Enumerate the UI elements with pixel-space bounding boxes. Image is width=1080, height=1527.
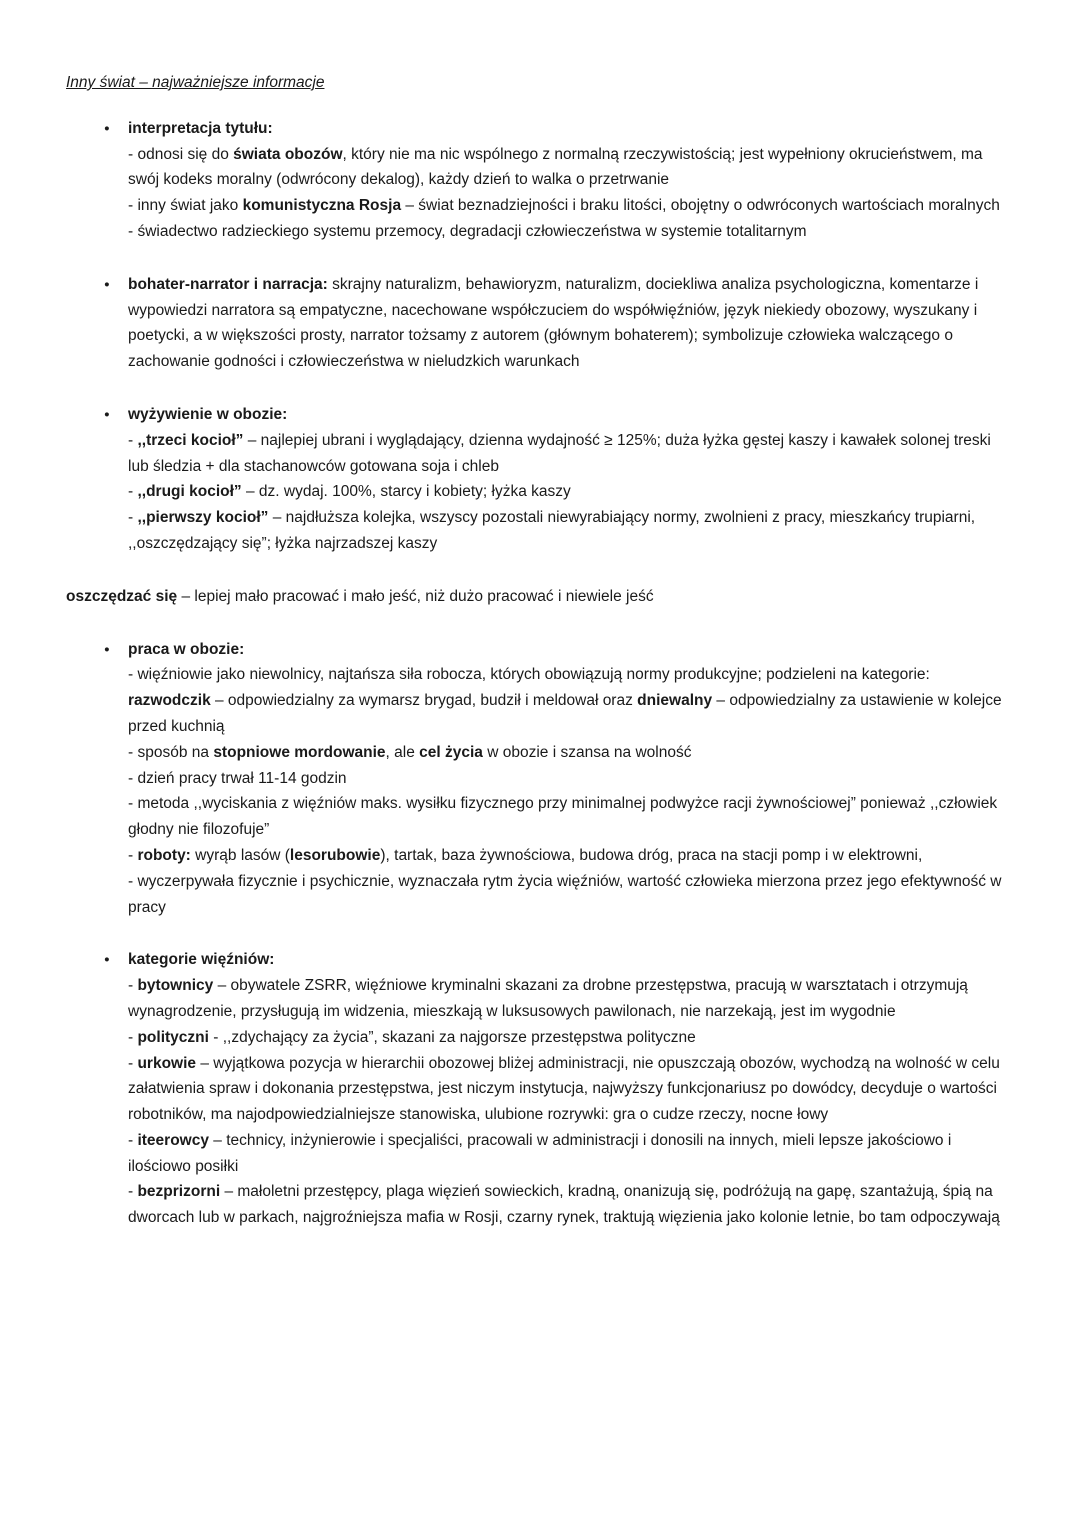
text-segment: - odnosi się do [128,145,234,163]
text-line [128,1179,1015,1231]
text-segment: – najlepiej ubrani i wyglądający, dzienna wydajność ≥ 125%; duża łyżka gęstej kaszy i kawałek solonej treski lub śledzia + dla stachanowców gotowana soja i chleb [128,431,991,475]
bold-text-segment: kategorie więźniów: [128,951,275,969]
text-segment: – odpowiedzialny za ustawienie w kolejce przed kuchnią [128,692,1002,735]
text-line [128,479,1015,505]
section-content [128,116,1015,245]
bullet-marker-icon: ● [104,122,110,134]
text-segment: – dz. wydaj. 100%, starcy i kobiety; łyżka kaszy [241,483,571,501]
text-segment: – technicy, inżynierowie i specjaliści, pracowali w administracji i donosili na innych, mieli lepsze jakościowo i ilościowo posiłki [128,1131,952,1175]
text-segment: – najdłuższa kolejka, wszyscy pozostali niewyrabiający normy, zwolnieni z pracy, mieszkańcy trupiarni, ,,oszczędzający się”; łyżka najrzadszej kaszy [128,509,976,552]
bold-text-segment: wyżywienie w obozie: [128,405,288,423]
text-line [128,1051,1015,1128]
text-segment: - [128,1028,138,1046]
text-segment: - wyczerpywała fizycznie i psychicznie, wyznaczała rytm życia więźniów, wartość człowieka mierzona przez jego efektywność w pracy [128,872,1002,916]
bold-text-segment: polityczni [137,1028,209,1046]
paragraph-oszczedzac-sie [66,584,1015,610]
bold-text-segment: iteerowcy [137,1131,209,1149]
text-line [128,272,1015,375]
text-line [128,1128,1015,1180]
bold-text-segment: komunistyczna Rosja [242,197,402,215]
section-interpretacja-tytulu [66,116,1015,245]
section-wyzywienie-w-obozie [66,402,1015,557]
text-segment: – wyjątkowa pozycja w hierarchii obozowej bliżej administracji, nie opuszczają obozów, wychodzą na wolność w celu załatwienia spraw i dokonania przestępstwa, jest niczym instytucja, najwyższy funkcjonariusz po dowódcy, decyduje o wartości robotników, ma najodpowiedzialniejsze stanowiska, ulubione rozrywki: gra o cudze rzeczy, nocne łowy [128,1054,1000,1124]
bold-text-segment: stopniowe mordowanie [213,743,386,761]
bold-text-segment: lesorubowie [289,846,381,864]
text-line [128,791,1015,843]
bold-text-segment: oszczędzać się [66,587,178,605]
bold-text-segment: świata obozów [233,145,343,163]
text-line [128,505,1015,557]
text-segment: , który nie ma nic wspólnego z normalną rzeczywistością; jest wypełniony okrucieństwem, ma swój kodeks moralny (odwrócony dekalog), każdy dzień to walka o przetrwanie [128,145,983,189]
text-segment: - dzień pracy trwał 11-14 godzin [128,769,347,787]
text-segment: – odpowiedzialny za wymarsz brygad, budził i meldował oraz [210,692,638,710]
text-segment: - sposób na [128,743,214,761]
bold-text-segment: interpretacja tytułu: [128,119,273,137]
bullet-marker-icon: ● [104,643,110,655]
text-segment: – świat beznadziejności i braku litości, obojętny o odwróconych wartościach moralnych [401,197,1000,215]
text-segment: - inny świat jako [128,197,243,215]
text-line [128,740,1015,766]
text-segment: wyrąb lasów ( [190,846,290,864]
text-segment: - [128,1054,138,1072]
section-content [66,584,1015,610]
text-segment: - [128,1131,138,1149]
text-line [128,428,1015,480]
text-segment: - [128,846,138,864]
bold-text-segment: ,,pierwszy kocioł” [137,509,269,527]
text-segment: – lepiej mało pracować i mało jeść, niż dużo pracować i niewiele jeść [177,587,654,605]
bold-text-segment: dniewalny [637,692,713,710]
text-line [128,947,1015,973]
bullet-marker-icon: ● [104,954,110,966]
text-line [128,973,1015,1025]
text-segment: - [128,431,138,449]
section-content [128,272,1015,375]
text-line [128,402,1015,428]
text-segment: skrajny naturalizm, behawioryzm, naturalizm, dociekliwa analiza psychologiczna, komentarze i wypowiedzi narratora są empatyczne, nacechowane współczuciem do współwięźniów, język niekiedy obozowy, wyszukany i poetycki, a w większości prosty, narrator tożsamy z autorem (głównym bohaterem); symbolizuje człowieka walczącego o zachowanie godności i człowieczeństwa w nieludzkich warunkach [128,275,979,371]
text-segment: - [128,483,138,501]
text-segment: - ,,zdychający za życia”, skazani za najgorsze przestępstwa polityczne [208,1028,696,1046]
text-line [128,219,1015,245]
text-segment: - [128,977,138,995]
text-segment: - metoda ,,wyciskania z więźniów maks. wysiłku fizycznego przy minimalnej podwyżce racji żywnościowej” ponieważ ,,człowiek głodny nie filozofuje” [128,795,998,839]
bold-text-segment: razwodczik [128,692,211,710]
text-line [128,1025,1015,1051]
bold-text-segment: bohater-narrator i narracja: [128,275,328,293]
section-praca-w-obozie [66,637,1015,921]
bold-text-segment: ,,drugi kocioł” [137,483,242,501]
text-segment: ), tartak, baza żywnościowa, budowa dróg, praca na stacji pomp i w elektrowni, [380,846,923,864]
section-bohater-narrator [66,272,1015,375]
text-line [128,142,1015,194]
section-kategorie-wiezniow [66,947,1015,1231]
text-line [128,193,1015,219]
text-line [128,637,1015,663]
bold-text-segment: bezprizorni [137,1183,221,1201]
document-body [66,116,1015,1231]
text-segment: – małoletni przestępcy, plaga więzień sowieckich, kradną, onanizują się, podróżują na gapę, szantażują, śpią na dworcach lub w parkach, najgroźniejsza mafia w Rosji, czarny rynek, traktują więzienia jako kolonie letnie, bo tam odpoczywają [128,1183,1000,1227]
text-line [128,662,1015,739]
text-segment: - [128,509,138,527]
bold-text-segment: praca w obozie: [128,640,245,658]
document-title: Inny świat – najważniejsze informacje [66,74,325,91]
text-segment: w obozie i szansa na wolność [482,743,692,761]
text-line [66,584,1015,610]
bold-text-segment: urkowie [137,1054,197,1072]
text-segment: - więźniowie jako niewolnicy, najtańsza siła robocza, których obowiązują normy produkcyjne; podzieleni na kategorie: [128,666,930,684]
bold-text-segment: roboty: [137,846,191,864]
bold-text-segment: bytownicy [137,977,214,995]
section-content [128,402,1015,557]
text-line [128,766,1015,792]
section-content [128,637,1015,921]
text-line [128,869,1015,921]
text-line [128,843,1015,869]
bullet-marker-icon: ● [104,278,110,290]
text-segment: , ale [385,743,420,761]
section-content [128,947,1015,1231]
bullet-marker-icon: ● [104,408,110,420]
text-segment: - [128,1183,138,1201]
text-segment: - świadectwo radzieckiego systemu przemocy, degradacji człowieczeństwa w systemie totalitarnym [128,222,807,240]
text-segment: – obywatele ZSRR, więźniowe kryminalni skazani za drobne przestępstwa, pracują w warsztatach i otrzymują wynagrodzenie, przysługują im widzenia, mieszkają w luksusowych pawilonach, nie narzekają, jest im wygodnie [128,977,968,1020]
text-line [128,116,1015,142]
bold-text-segment: ,,trzeci kocioł” [137,431,244,449]
bold-text-segment: cel życia [419,743,483,761]
